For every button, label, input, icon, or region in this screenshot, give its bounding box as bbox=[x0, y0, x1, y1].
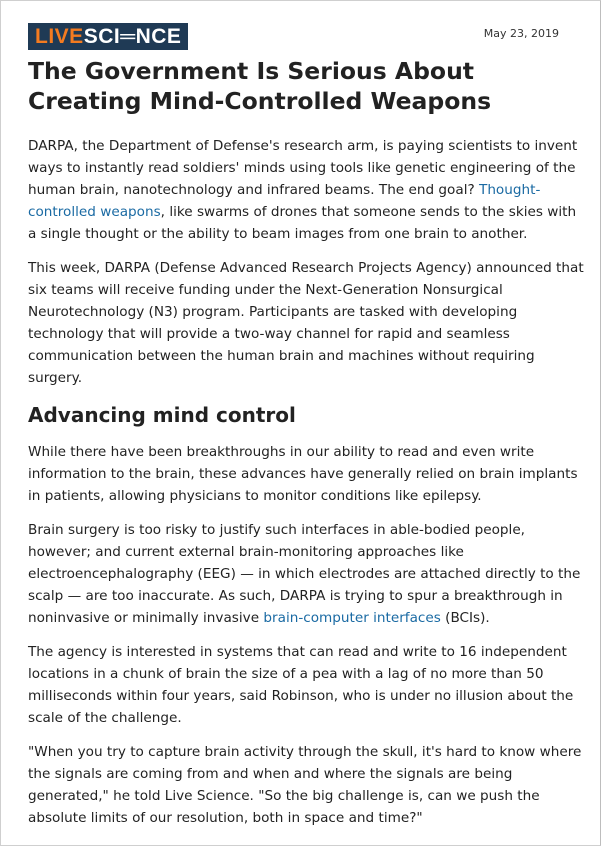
thought-controlled-weapons-link[interactable]: Thought-controlled weapons bbox=[28, 182, 541, 220]
paragraph-1-text-a: DARPA, the Department of Defense's research arm, is paying scientists to invent ways to instantly read soldiers' minds using tools like genetic engineering of the human brain, nanotechnology and infrared beams. The end goal? bbox=[28, 138, 578, 198]
logo-science-text: SCI═NCE bbox=[83, 25, 182, 48]
section-heading: Advancing mind control bbox=[28, 403, 296, 427]
paragraph-1 bbox=[28, 135, 588, 245]
paragraph-2: This week, DARPA (Defense Advanced Research Projects Agency) announced that six teams will receive funding under the Next-Generation Nonsurgical Neurotechnology (N3) program. Participants are tasked with developing technology that will provide a two-way channel for rapid and seamless communication between the human brain and machines without requiring surgery. bbox=[28, 260, 584, 386]
article-title: The Government Is Serious About Creating Mind-Controlled Weapons bbox=[28, 57, 492, 115]
paragraph-4-text-b: (BCIs). bbox=[440, 610, 490, 626]
paragraph-5: The agency is interested in systems that can read and write to 16 independent locations in a chunk of brain the size of a pea with a lag of no more than 50 milliseconds within four years, said Robinson, who is under no illusion about the scale of the challenge. bbox=[28, 644, 574, 726]
article-body bbox=[28, 135, 588, 841]
paragraph-4-text-a: Brain surgery is too risky to justify such interfaces in able-bodied people, however; and current external brain-monitoring approaches like electroencephalography (EEG) — in which electrodes are attached directly to the scalp — are too inaccurate. As such, DARPA is trying to spur a breakthrough in noninvasive or minimally invasive bbox=[28, 522, 581, 626]
paragraph-4 bbox=[28, 519, 588, 629]
paragraph-6: "When you try to capture brain activity through the skull, it's hard to know where the signals are coming from and when and where the signals are being generated," he told Live Science. "So the big challenge is, can we push the absolute limits of our resolution, both in space and time?" bbox=[28, 744, 582, 826]
paragraph-3: While there have been breakthroughs in our ability to read and even write information to the brain, these advances have generally relied on brain implants in patients, allowing physicians to monitor conditions like epilepsy. bbox=[28, 444, 578, 504]
brain-computer-interfaces-link[interactable]: brain-computer interfaces bbox=[263, 610, 441, 626]
paragraph-1-text-b: , like swarms of drones that someone sends to the skies with a single thought or the ability to beam images from one brain to another. bbox=[28, 204, 577, 242]
livescience-logo[interactable] bbox=[28, 23, 188, 50]
logo-live-text: LIVE bbox=[35, 25, 84, 48]
publish-date: May 23, 2019 bbox=[483, 27, 559, 40]
